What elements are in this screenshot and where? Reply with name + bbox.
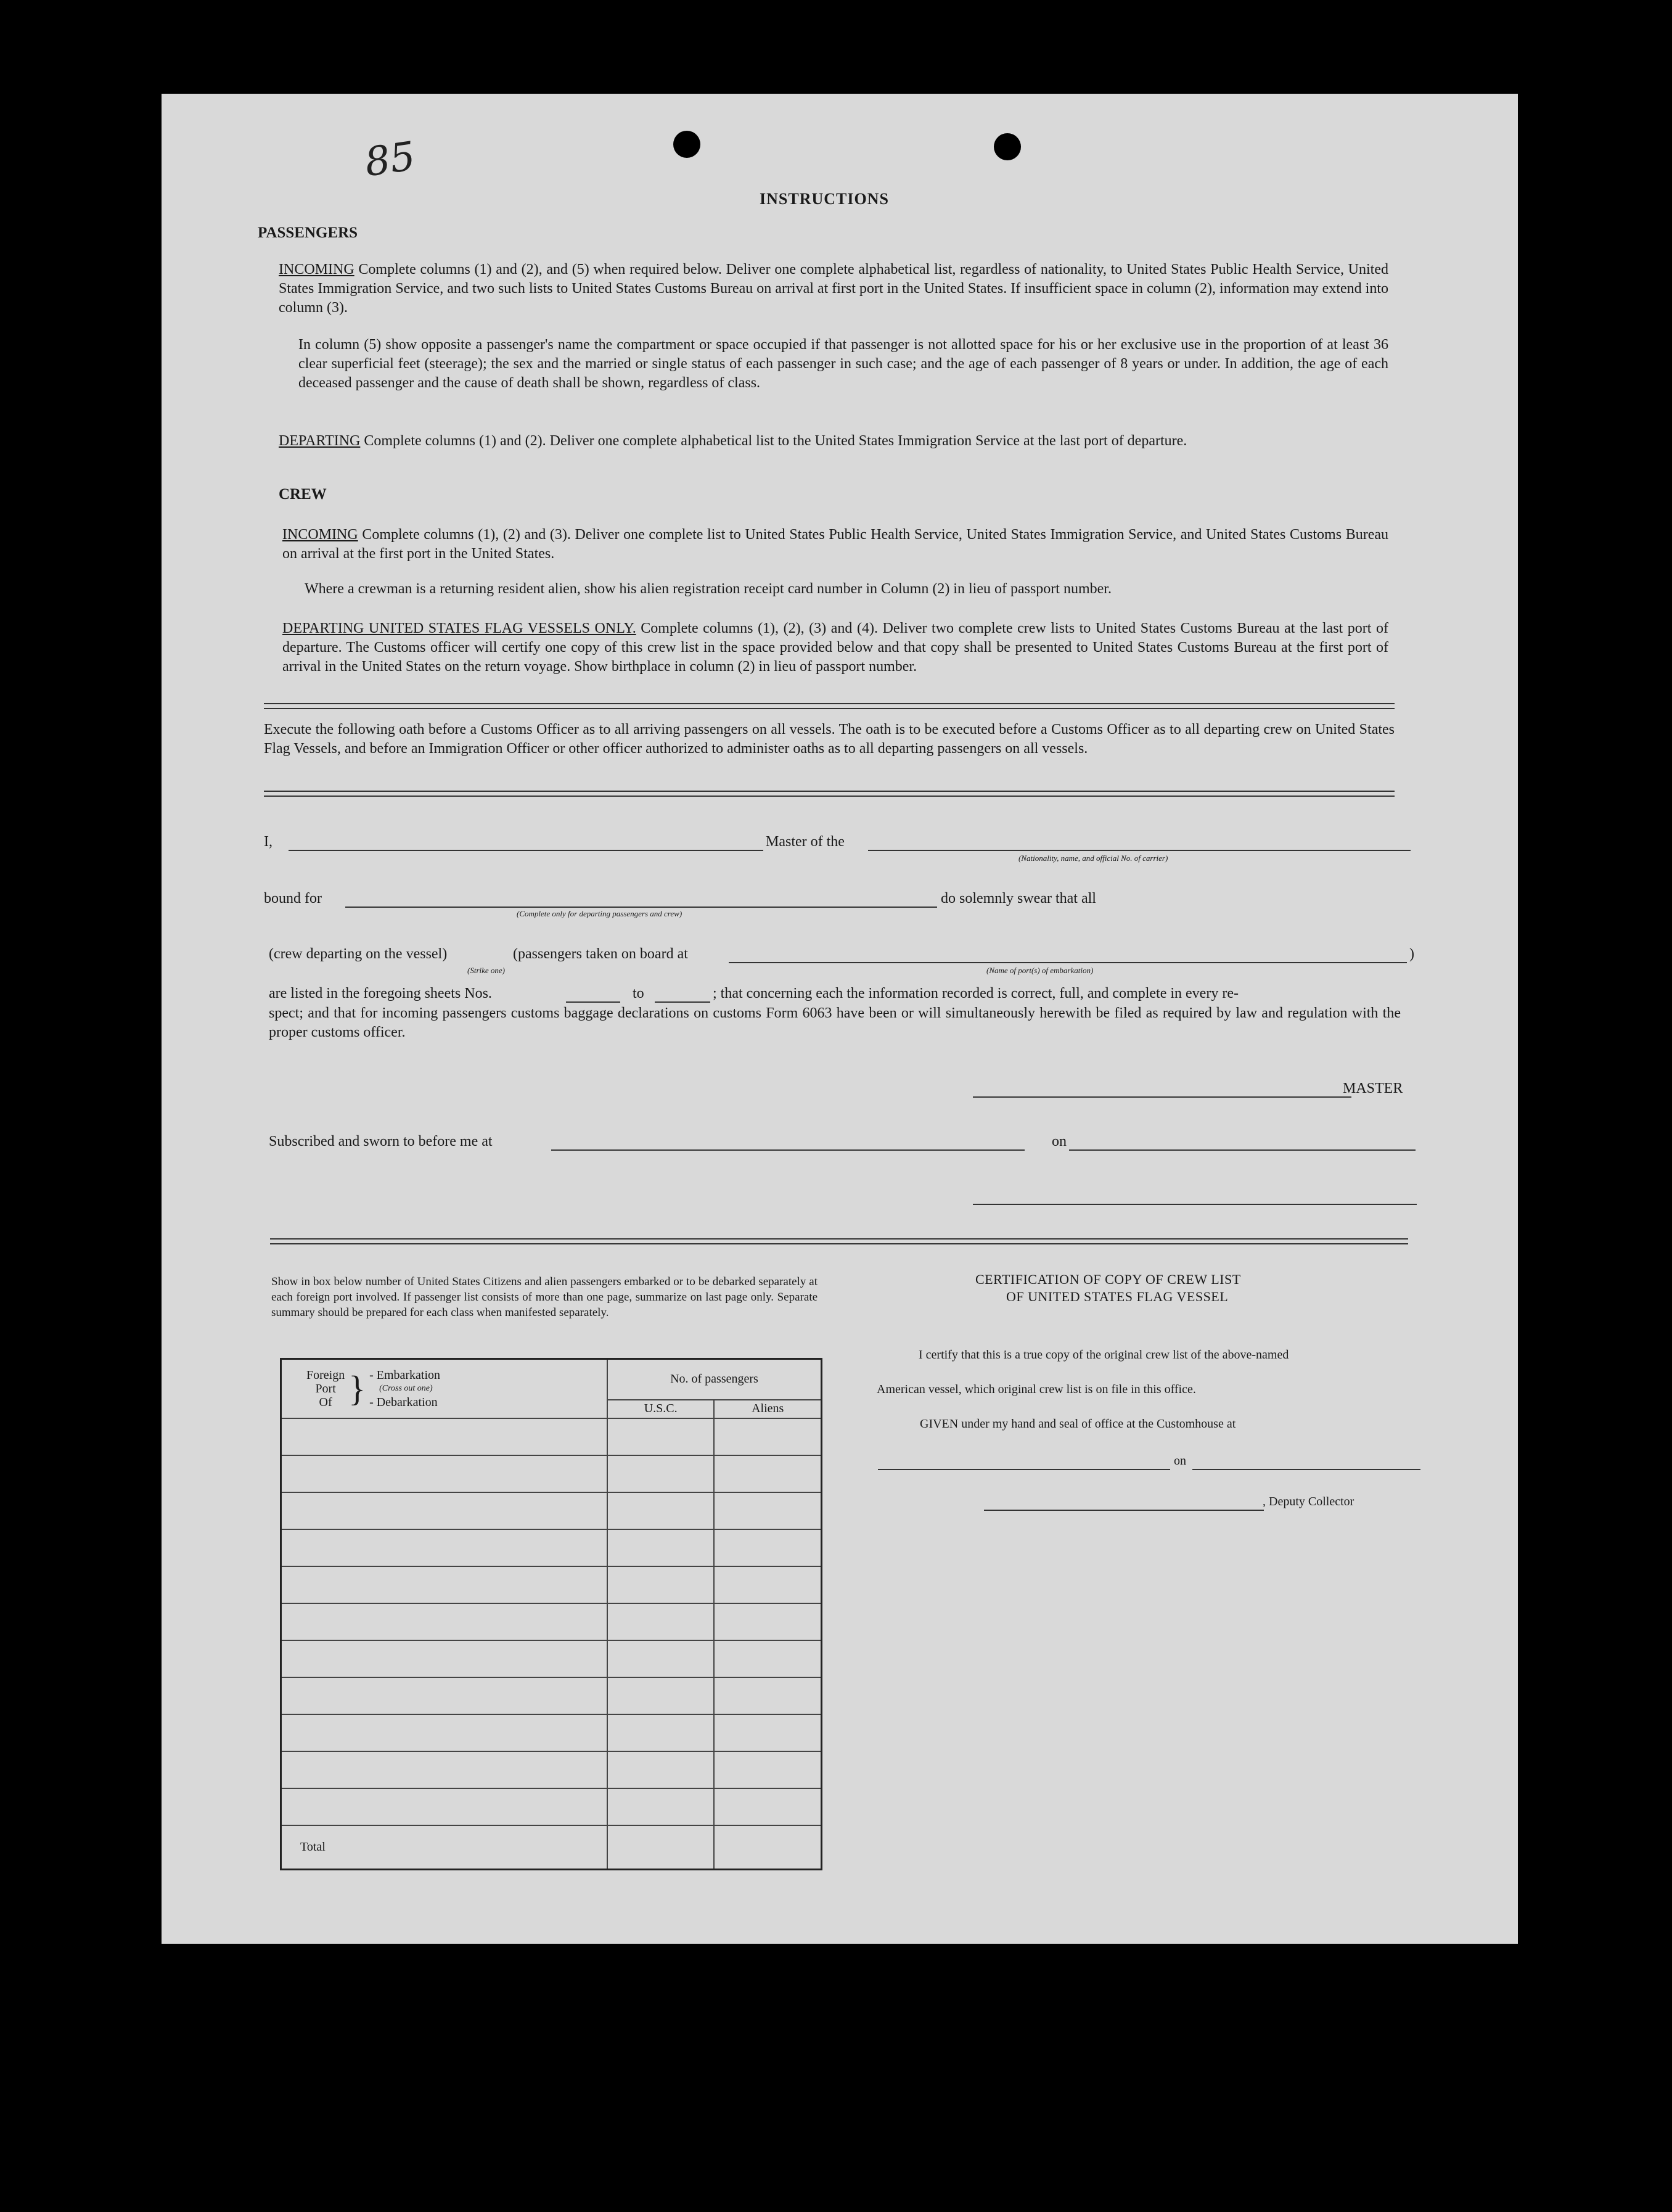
section-divider-bottom [270, 1238, 1408, 1244]
aliens-cell[interactable] [714, 1529, 821, 1566]
total-label: Total [300, 1840, 326, 1854]
complete-only-caption: (Complete only for departing passengers and crew) [517, 909, 682, 918]
usc-cell[interactable] [607, 1677, 715, 1714]
usc-cell[interactable] [607, 1640, 715, 1677]
cross-out-label: (Cross out one) [379, 1383, 433, 1393]
port-cell[interactable] [281, 1566, 607, 1603]
section-divider-top [264, 703, 1395, 709]
port-label: Port [315, 1381, 336, 1396]
certification-date-field[interactable] [1192, 1469, 1420, 1470]
usc-cell[interactable] [607, 1455, 715, 1492]
crew-heading: CREW [279, 486, 327, 503]
master-label: MASTER [1343, 1080, 1403, 1096]
port-cell[interactable] [281, 1751, 607, 1788]
column5-body: In column (5) show opposite a passenger's name the compartment or space occupied if that passenger is not allotted space for his or her exclusive use in the proportion of at least 36 clear superficial feet (steerage); the sex and the married or single status of each passenger in such case; and the age of each passenger of 8 years or under. In addition, the age of each deceased passenger and the cause of death shall be shown, regardless of class. [298, 337, 1388, 391]
aliens-cell[interactable] [714, 1566, 821, 1603]
swear-text: do solemnly swear that all [941, 890, 1096, 907]
usc-cell[interactable] [607, 1566, 715, 1603]
table-row [281, 1455, 822, 1492]
listed-rest-body: spect; and that for incoming passengers customs baggage declarations on customs Form 6063 have been or will simultaneously herewith be filed as required by law and regulation with the proper customs officer. [269, 1005, 1401, 1040]
certify-line-2: American vessel, which original crew list is on file in this office. [877, 1383, 1196, 1396]
certification-on-word: on [1174, 1454, 1186, 1468]
summary-instructions [271, 1274, 818, 1320]
aliens-cell[interactable] [714, 1603, 821, 1640]
port-cell[interactable] [281, 1455, 607, 1492]
total-label-cell [281, 1825, 607, 1870]
punch-hole-left [673, 131, 700, 158]
summary-instructions-body: Show in box below number of United States Citizens and alien passengers embarked or to be debarked separately at each foreign port involved. If passenger list consists of more than one page, summarize on last page only. Separate summary should be prepared for each class when manifested separately. [271, 1275, 818, 1319]
subscribed-label: Subscribed and sworn to before me at [269, 1133, 493, 1149]
port-cell[interactable] [281, 1714, 607, 1751]
aliens-cell[interactable] [714, 1492, 821, 1529]
sworn-at-field[interactable] [551, 1149, 1025, 1151]
certification-heading-2: OF UNITED STATES FLAG VESSEL [1006, 1289, 1229, 1304]
passenger-summary-table [280, 1358, 822, 1870]
port-cell[interactable] [281, 1640, 607, 1677]
table-row [281, 1714, 822, 1751]
deputy-collector-label: , Deputy Collector [1263, 1495, 1354, 1508]
bleed-through-columns [827, 205, 1475, 1931]
port-cell[interactable] [281, 1529, 607, 1566]
oath-i-label: I, [264, 834, 273, 850]
table-row [281, 1492, 822, 1529]
crew-departing-text [282, 619, 1388, 676]
given-line: GIVEN under my hand and seal of office at the Customhouse at [920, 1417, 1236, 1431]
passengers-heading: PASSENGERS [258, 224, 358, 241]
table-row [281, 1640, 822, 1677]
port-cell[interactable] [281, 1492, 607, 1529]
passengers-incoming-label: INCOMING [279, 261, 354, 278]
table-row [281, 1529, 822, 1566]
usc-cell[interactable] [607, 1492, 715, 1529]
debarkation-label: - Debarkation [369, 1395, 438, 1409]
ports-caption: (Name of port(s) of embarkation) [986, 966, 1094, 975]
foreign-port-header [281, 1359, 607, 1418]
crew-departing-option: (crew departing on the vessel) [269, 946, 448, 962]
crew-incoming-text [282, 525, 1388, 564]
master-of-the-label: Master of the [766, 834, 845, 850]
total-row [281, 1825, 822, 1870]
port-cell[interactable] [281, 1418, 607, 1455]
master-name-field[interactable] [289, 850, 763, 851]
to-word: to [633, 985, 644, 1001]
nationality-caption: (Nationality, name, and official No. of carrier) [1018, 853, 1168, 863]
crewman-text: Where a crewman is a returning resident alien, show his alien registration receipt card number in Column (2) in lieu of passport number. [305, 581, 1112, 597]
sworn-date-field[interactable] [1069, 1149, 1416, 1151]
table-row [281, 1603, 822, 1640]
oath-intro-body: Execute the following oath before a Customs Officer as to all arriving passengers on all vessels. The oath is to be executed before a Customs Officer as to all departing crew on United States Flag Vessels, and before an Immigration Officer or other officer authorized to administer oaths as to all departing passengers on all vessels. [264, 722, 1395, 757]
crew-incoming-label: INCOMING [282, 527, 358, 543]
aliens-cell[interactable] [714, 1751, 821, 1788]
usc-cell[interactable] [607, 1751, 715, 1788]
crew-departing-body: Complete columns (1), (2), (3) and (4). Deliver two complete crew lists to United States Customs Bureau at the last port of departure. The Customs officer will certify one copy of this crew list in the space provided below and that copy shall be presented to United States Customs Bureau at the first port of arrival in the United States on the return voyage. Show birthplace in column (2) in lieu of passport number. [282, 620, 1389, 675]
crew-incoming-body: Complete columns (1), (2) and (3). Deliver one complete list to United States Public Health Service, United States Immigration Service, and United States Customs Bureau on arrival at the first port in the United States. [282, 527, 1388, 562]
master-signature-field[interactable] [973, 1096, 1351, 1098]
passengers-departing-body: Complete columns (1) and (2). Deliver one complete alphabetical list to the United States Immigration Service at the last port of departure. [364, 433, 1187, 449]
usc-cell[interactable] [607, 1603, 715, 1640]
foreign-label: Foreign [306, 1368, 345, 1382]
handwritten-number: 85 [362, 133, 419, 186]
passengers-incoming-text [279, 260, 1388, 318]
listed-suffix: ; that concerning each the information recorded is correct, full, and complete in every re- [713, 985, 1239, 1001]
bound-for-label: bound for [264, 890, 322, 907]
bound-for-field[interactable] [345, 907, 937, 908]
certify-line-1: I certify that this is a true copy of the original crew list of the above-named [919, 1348, 1289, 1362]
aliens-cell[interactable] [714, 1788, 821, 1825]
usc-cell[interactable] [607, 1529, 715, 1566]
passengers-taken-option: (passengers taken on board at [513, 946, 688, 962]
column5-text [298, 335, 1388, 393]
usc-header: U.S.C. [607, 1400, 715, 1418]
close-paren: ) [1409, 946, 1414, 962]
usc-cell[interactable] [607, 1788, 715, 1825]
usc-cell[interactable] [607, 1714, 715, 1751]
carrier-field[interactable] [868, 850, 1411, 851]
passengers-departing-text [279, 432, 1388, 451]
of-label: Of [319, 1395, 332, 1409]
table-row [281, 1751, 822, 1788]
section-divider-oath [264, 791, 1395, 797]
table-row [281, 1788, 822, 1825]
no-of-passengers-header: No. of passengers [607, 1359, 822, 1400]
form-page [162, 94, 1518, 1944]
port-cell[interactable] [281, 1603, 607, 1640]
listed-prefix: are listed in the foregoing sheets Nos. [269, 985, 492, 1001]
aliens-header: Aliens [714, 1400, 821, 1418]
deputy-collector-signature-field[interactable] [984, 1510, 1264, 1511]
aliens-cell[interactable] [714, 1418, 821, 1455]
punch-hole-right [994, 133, 1021, 160]
embarkation-ports-field[interactable] [729, 962, 1407, 963]
strike-one-caption: (Strike one) [467, 966, 506, 975]
aliens-cell[interactable] [714, 1714, 821, 1751]
table-row [281, 1677, 822, 1714]
sworn-on-word: on [1052, 1133, 1067, 1149]
crew-departing-label: DEPARTING UNITED STATES FLAG VESSELS ONLY. [282, 620, 636, 636]
port-cell[interactable] [281, 1788, 607, 1825]
usc-cell[interactable] [607, 1418, 715, 1455]
certification-heading-1: CERTIFICATION OF COPY OF CREW LIST [975, 1272, 1241, 1287]
table-row [281, 1566, 822, 1603]
passengers-incoming-body: Complete columns (1) and (2), and (5) when required below. Deliver one complete alphabetical list, regardless of nationality, to United States Public Health Service, United States Immigration Service, and two such lists to United States Customs Bureau on arrival at first port in the United States. If insufficient space in column (2), information may extend into column (3). [279, 261, 1388, 316]
customhouse-field[interactable] [878, 1469, 1170, 1470]
aliens-cell[interactable] [714, 1640, 821, 1677]
sheet-to-field[interactable] [655, 1001, 710, 1003]
port-cell[interactable] [281, 1677, 607, 1714]
table-header-row [281, 1359, 822, 1400]
oath-intro [264, 720, 1395, 759]
table-row [281, 1418, 822, 1455]
brace-glyph: } [348, 1368, 366, 1408]
instructions-title: INSTRUCTIONS [760, 190, 889, 208]
aliens-total-cell[interactable] [714, 1825, 821, 1870]
officer-signature-field[interactable] [973, 1204, 1417, 1205]
usc-total-cell[interactable] [607, 1825, 715, 1870]
embarkation-label: - Embarkation [369, 1368, 441, 1382]
sheet-from-field[interactable] [566, 1001, 620, 1003]
passengers-departing-label: DEPARTING [279, 433, 361, 449]
aliens-cell[interactable] [714, 1677, 821, 1714]
aliens-cell[interactable] [714, 1455, 821, 1492]
listed-rest [269, 1004, 1401, 1042]
